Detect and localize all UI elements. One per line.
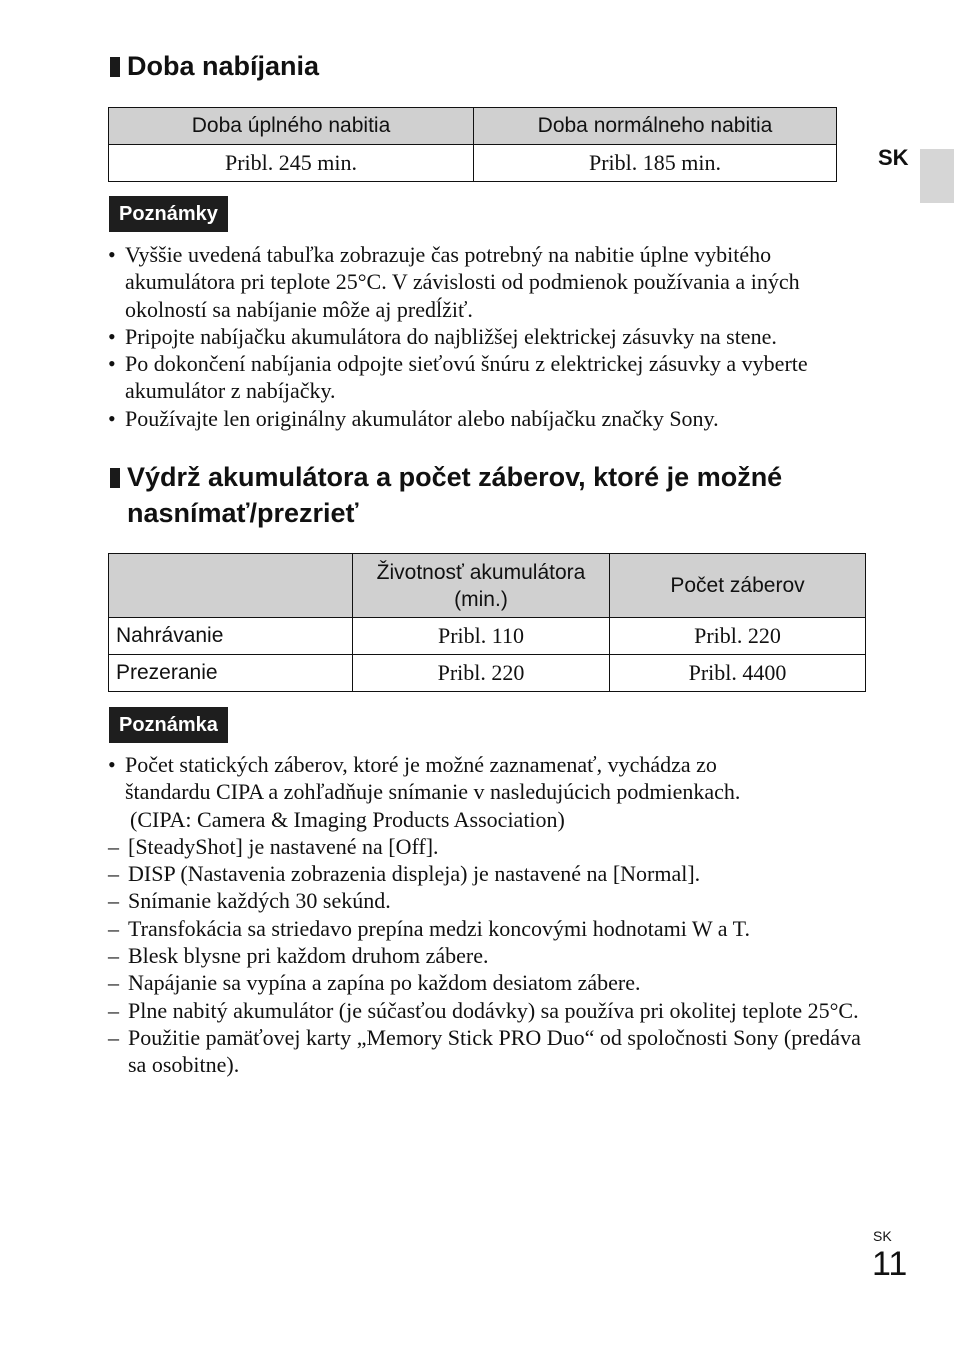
heading-text-line1: Výdrž akumulátora a počet záberov, ktoré je možné <box>127 462 783 492</box>
list-item: – Transfokácia sa striedavo prepína medzi koncovými hodnotami W a T. <box>108 915 750 941</box>
section-heading-charging-time <box>110 49 319 83</box>
heading-marker-icon <box>110 57 120 77</box>
note-text: Pripojte nabíjačku akumulátora do najbližšej elektrickej zásuvky na stene. <box>125 323 777 349</box>
condition-text: [SteadyShot] je nastavené na [Off]. <box>128 833 439 859</box>
list-item: – Blesk blysne pri každom druhom zábere. <box>108 943 489 969</box>
language-tab-label: SK <box>878 145 909 170</box>
heading-text-line2: nasnímať/prezrieť <box>127 498 359 528</box>
header-cell-full-charge: Doba úplného nabitia <box>109 108 474 145</box>
list-item: – Snímanie každých 30 sekúnd. <box>108 888 391 914</box>
heading-text: Doba nabíjania <box>127 51 320 81</box>
notes-badge: Poznámky <box>109 196 228 232</box>
note-text-line1: Počet statických záberov, ktoré je možné zaznamenať, vychádza zo <box>125 752 717 777</box>
list-item: • Vyššie uvedená tabuľka zobrazuje čas potrebný na nabitie úplne vybitého akumulátora pri teplote 25°C. V závislosti od podmienok používania a iných okolností sa nabíjanie môže aj predĺžiť. <box>108 242 800 322</box>
language-tab-marker <box>920 149 954 203</box>
list-item: – Napájanie sa vypína a zapína po každom desiatom zábere. <box>108 970 641 996</box>
condition-text: Transfokácia sa striedavo prepína medzi koncovými hodnotami W a T. <box>128 915 750 941</box>
list-item: • Používajte len originálny akumulátor alebo nabíjačku značky Sony. <box>108 405 719 431</box>
condition-text: Použitie pamäťovej karty „Memory Stick PRO Duo“ od spoločnosti Sony (predáva sa osobitne). <box>128 1024 861 1078</box>
list-item: – [SteadyShot] je nastavené na [Off]. <box>108 833 439 859</box>
page-number: 11 <box>872 1245 908 1283</box>
full-charge-value: Pribl. 245 min. <box>109 145 474 182</box>
list-item: • Počet statických záberov, ktoré je možné zaznamenať, vychádza zo štandardu CIPA a zohľadňuje snímanie v nasledujúcich podmienkach. (CIPA: Camera & Imaging Products Association) – [SteadyShot] je nastavené na [Off]. – DISP (Nastavenia zobrazenia displeja) je nastavené na [Normal]. – Snímanie každých 30 sekúnd. – Transfokácia sa striedavo prepína medzi koncovými hodnotami W a T. – Blesk blysne pri každom druhom zábere. – Napájanie sa vypína a zapína po každom desiatom zábere. – Plne nabitý akumulátor (je súčasťou dodávky) sa používa pri okolitej teplote 25°C. – Použitie pamäťovej karty „Memory Stick PRO Duo“ od spoločnosti Sony (predáva sa osobitne). <box>108 751 866 1079</box>
note-text: Vyššie uvedená tabuľka zobrazuje čas potrebný na nabitie úplne vybitého akumulátora pri teplote 25°C. V závislosti od podmienok používania a iných okolností sa nabíjanie môže aj predĺžiť. <box>125 242 800 322</box>
list-item: • Pripojte nabíjačku akumulátora do najbližšej elektrickej zásuvky na stene. <box>108 323 777 349</box>
charging-time-table <box>108 107 837 182</box>
note-text-line2: štandardu CIPA a zohľadňuje snímanie v nasledujúcich podmienkach. <box>125 779 741 805</box>
note-text-line3: (CIPA: Camera & Imaging Products Association) <box>130 806 565 832</box>
table-row <box>109 618 866 655</box>
header-cell-battery-life: Životnosť akumulátora (min.) <box>353 554 610 618</box>
table-row <box>109 145 837 182</box>
condition-text: Blesk blysne pri každom druhom zábere. <box>128 943 489 969</box>
heading-marker-icon <box>110 468 120 488</box>
note-badge: Poznámka <box>109 707 228 743</box>
header-cell-shot-count: Počet záberov <box>610 554 866 618</box>
conditions-list <box>108 833 866 1079</box>
row-label-recording: Nahrávanie <box>109 618 353 655</box>
note-text: Používajte len originálny akumulátor alebo nabíjačku značky Sony. <box>125 405 719 431</box>
normal-charge-value: Pribl. 185 min. <box>474 145 837 182</box>
battery-life-table <box>108 553 866 692</box>
list-item: – Plne nabitý akumulátor (je súčasťou dodávky) sa používa pri okolitej teplote 25°C. <box>108 997 859 1023</box>
list-item: – DISP (Nastavenia zobrazenia displeja) je nastavené na [Normal]. <box>108 861 701 887</box>
list-item: • Po dokončení nabíjania odpojte sieťovú šnúru z elektrickej zásuvky a vyberte akumulátor z nabíjačky. <box>108 351 808 404</box>
table-header-row <box>109 554 866 618</box>
table-row <box>109 655 866 692</box>
header-cell-empty <box>109 554 353 618</box>
footer-lang: SK <box>873 1228 892 1244</box>
condition-text: DISP (Nastavenia zobrazenia displeja) je nastavené na [Normal]. <box>128 861 701 887</box>
charging-notes-list <box>108 241 866 432</box>
condition-text: Snímanie každých 30 sekúnd. <box>128 888 391 914</box>
row-label-playback: Prezeranie <box>109 655 353 692</box>
playback-shot-count: Pribl. 4400 <box>610 655 866 692</box>
recording-shot-count: Pribl. 220 <box>610 618 866 655</box>
condition-text: Plne nabitý akumulátor (je súčasťou dodávky) sa používa pri okolitej teplote 25°C. <box>128 997 859 1023</box>
section-heading-battery-life <box>110 460 782 530</box>
cipa-notes-list <box>108 751 866 1079</box>
note-text: Po dokončení nabíjania odpojte sieťovú šnúru z elektrickej zásuvky a vyberte akumulátor z nabíjačky. <box>125 351 808 404</box>
condition-text: Napájanie sa vypína a zapína po každom desiatom zábere. <box>128 970 641 996</box>
table-header-row <box>109 108 837 145</box>
header-cell-normal-charge: Doba normálneho nabitia <box>474 108 837 145</box>
playback-battery-life: Pribl. 220 <box>353 655 610 692</box>
recording-battery-life: Pribl. 110 <box>353 618 610 655</box>
list-item: – Použitie pamäťovej karty „Memory Stick PRO Duo“ od spoločnosti Sony (predáva sa osobitne). <box>108 1024 861 1078</box>
